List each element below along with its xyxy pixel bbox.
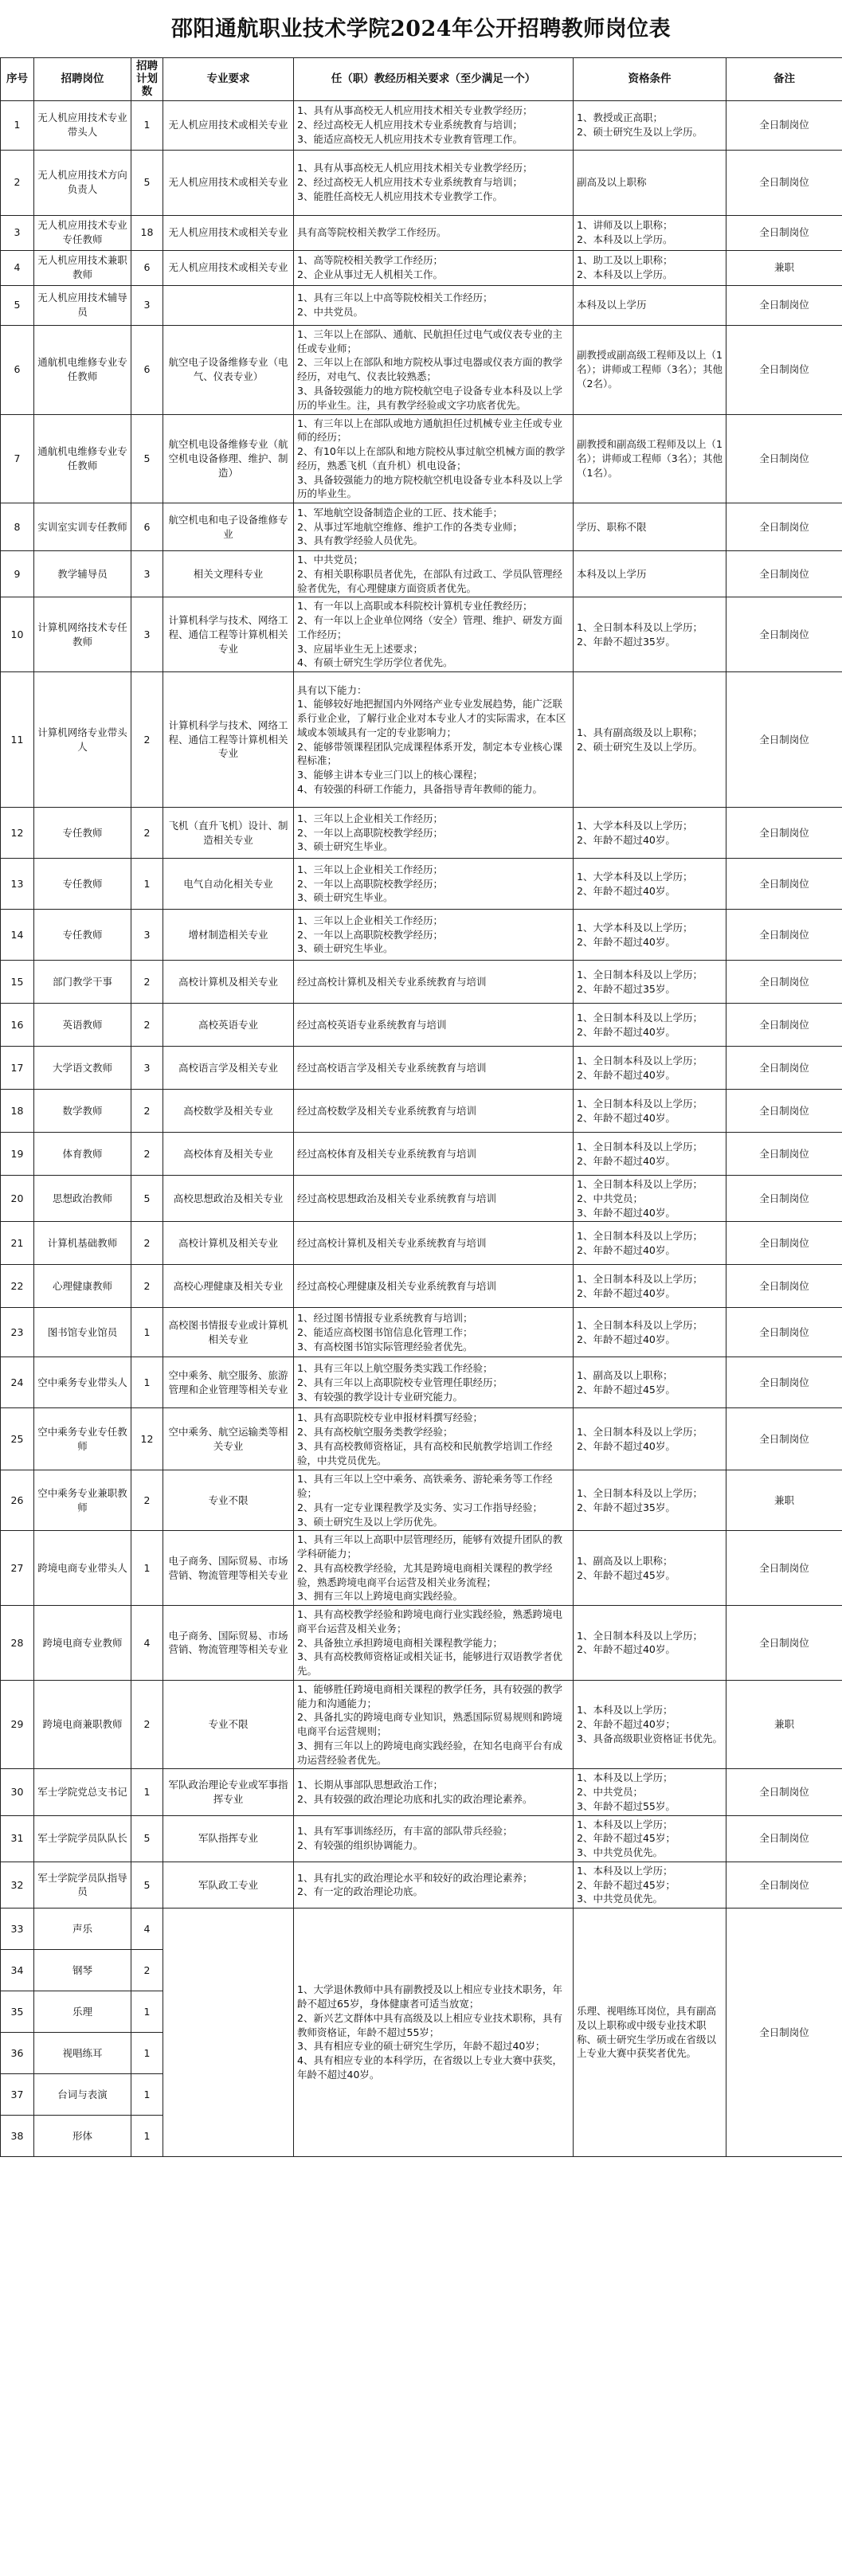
row-post: 计算机基础教师 [34,1222,131,1265]
row-post: 空中乘务专业兼职教师 [34,1470,131,1531]
row-count: 6 [131,325,163,414]
row-experience: 经过高校计算机及相关专业系统教育与培训 [294,961,574,1004]
music-group-note: 全日制岗位 [726,1909,842,2157]
row-major [163,285,294,325]
table-row [1,100,842,150]
row-experience: 1、军地航空设备制造企业的工匠、技术能手； 2、从事过军地航空维修、维护工作的各类专业师； 3、具有教学经验人员优先。 [294,503,574,551]
row-experience: 1、具有三年以上航空服务类实践工作经验； 2、具有三年以上高职院校专业管理任职经历； 3、有较强的教学设计专业研究能力。 [294,1357,574,1408]
row-post: 通航机电维修专业专任教师 [34,414,131,503]
row-qualification: 1、全日制本科及以上学历； 2、年龄不超过40岁。 [574,1308,726,1357]
row-no: 6 [1,325,34,414]
row-experience: 经过高校思想政治及相关专业系统教育与培训 [294,1176,574,1222]
row-no: 35 [1,1991,34,2033]
header-count: 招聘计划数 [131,58,163,101]
row-post: 声乐 [34,1909,131,1950]
row-count: 1 [131,2074,163,2116]
row-experience: 1、三年以上企业相关工作经历； 2、一年以上高职院校教学经历； 3、硕士研究生毕业。 [294,808,574,859]
row-post: 数学教师 [34,1090,131,1133]
row-major: 高校图书情报专业或计算机相关专业 [163,1308,294,1357]
row-post: 思想政治教师 [34,1176,131,1222]
row-major: 空中乘务、航空服务、旅游管理和企业管理等相关专业 [163,1357,294,1408]
row-post: 军士学院学员队队长 [34,1815,131,1862]
row-no: 18 [1,1090,34,1133]
row-no: 15 [1,961,34,1004]
row-no: 12 [1,808,34,859]
row-experience: 1、三年以上企业相关工作经历； 2、一年以上高职院校教学经历； 3、硕士研究生毕业。 [294,859,574,910]
header-post: 招聘岗位 [34,58,131,101]
row-post: 无人机应用技术专业带头人 [34,100,131,150]
row-no: 17 [1,1047,34,1090]
row-note: 全日制岗位 [726,100,842,150]
row-major: 无人机应用技术或相关专业 [163,250,294,285]
table-row [1,1133,842,1176]
row-no: 19 [1,1133,34,1176]
row-count: 3 [131,551,163,597]
row-count: 3 [131,597,163,672]
row-no: 27 [1,1531,34,1606]
row-note: 全日制岗位 [726,1090,842,1133]
row-major: 航空机电和电子设备维修专业 [163,503,294,551]
row-note: 全日制岗位 [726,1308,842,1357]
row-note: 全日制岗位 [726,215,842,250]
row-major: 军队政工专业 [163,1862,294,1908]
table-row [1,503,842,551]
row-major: 高校体育及相关专业 [163,1133,294,1176]
table-row [1,1606,842,1681]
row-count: 2 [131,1950,163,1991]
row-qualification: 1、全日制本科及以上学历； 2、年龄不超过40岁。 [574,1133,726,1176]
row-count: 2 [131,1090,163,1133]
row-no: 13 [1,859,34,910]
row-count: 6 [131,250,163,285]
row-major: 高校计算机及相关专业 [163,961,294,1004]
row-note: 全日制岗位 [726,1047,842,1090]
row-post: 钢琴 [34,1950,131,1991]
row-note: 全日制岗位 [726,1004,842,1047]
row-major: 军队政治理论专业或军事指挥专业 [163,1769,294,1815]
table-row [1,961,842,1004]
row-note: 全日制岗位 [726,597,842,672]
row-post: 无人机应用技术专业专任教师 [34,215,131,250]
row-post: 计算机网络专业带头人 [34,672,131,808]
row-note: 兼职 [726,250,842,285]
row-qualification: 1、全日制本科及以上学历； 2、年龄不超过40岁。 [574,1047,726,1090]
row-no: 16 [1,1004,34,1047]
row-count: 1 [131,100,163,150]
row-major: 空中乘务、航空运输类等相关专业 [163,1408,294,1470]
row-no: 26 [1,1470,34,1531]
row-post: 跨境电商专业带头人 [34,1531,131,1606]
row-experience: 经过高校英语专业系统教育与培训 [294,1004,574,1047]
row-experience: 1、三年以上在部队、通航、民航担任过电气或仪表专业的主任或专业师； 2、三年以上在部队和地方院校从事过电器或仪表方面的教学经历，对电气、仪表比较熟悉； 3、具备较强能力的地方院校航空电子设备专业本科及以上学历的毕业生。注，具有教学经验或文字功底者优先。 [294,325,574,414]
row-post: 空中乘务专业专任教师 [34,1408,131,1470]
row-qualification: 本科及以上学历 [574,285,726,325]
row-major: 电气自动化相关专业 [163,859,294,910]
row-note: 全日制岗位 [726,1176,842,1222]
table-row [1,672,842,808]
row-no: 38 [1,2116,34,2157]
row-count: 1 [131,1357,163,1408]
row-major: 无人机应用技术或相关专业 [163,215,294,250]
row-no: 36 [1,2033,34,2074]
table-row [1,1265,842,1308]
table-row [1,1004,842,1047]
row-qualification: 1、大学本科及以上学历； 2、年龄不超过40岁。 [574,859,726,910]
row-qualification: 1、本科及以上学历； 2、年龄不超过45岁； 3、中共党员优先。 [574,1862,726,1908]
row-no: 29 [1,1680,34,1769]
table-row [1,808,842,859]
row-count: 12 [131,1408,163,1470]
row-count: 2 [131,1680,163,1769]
row-major: 军队指挥专业 [163,1815,294,1862]
row-count: 5 [131,1862,163,1908]
row-post: 无人机应用技术方向负责人 [34,150,131,215]
row-major: 电子商务、国际贸易、市场营销、物流管理等相关专业 [163,1606,294,1681]
header-major: 专业要求 [163,58,294,101]
row-note: 全日制岗位 [726,1531,842,1606]
row-count: 2 [131,1265,163,1308]
row-count: 2 [131,672,163,808]
row-count: 2 [131,1222,163,1265]
row-post: 军士学院党总支书记 [34,1769,131,1815]
table-header-row [1,58,842,101]
row-qualification: 1、本科及以上学历； 2、年龄不超过45岁； 3、中共党员优先。 [574,1815,726,1862]
row-count: 1 [131,2116,163,2157]
row-note: 全日制岗位 [726,1357,842,1408]
row-qualification: 1、全日制本科及以上学历； 2、年龄不超过40岁。 [574,1004,726,1047]
row-post: 教学辅导员 [34,551,131,597]
table-row [1,859,842,910]
row-count: 1 [131,2033,163,2074]
row-note: 全日制岗位 [726,1606,842,1681]
row-note: 全日制岗位 [726,503,842,551]
row-count: 2 [131,1004,163,1047]
row-major: 飞机（直升飞机）设计、制造相关专业 [163,808,294,859]
row-experience: 1、长期从事部队思想政治工作； 2、具有较强的政治理论功底和扎实的政治理论素养。 [294,1769,574,1815]
row-experience: 经过高校计算机及相关专业系统教育与培训 [294,1222,574,1265]
row-count: 2 [131,1133,163,1176]
row-qualification: 副教授和副高级工程师及以上（1名）；讲师或工程师（3名）；其他（1名）。 [574,414,726,503]
table-row [1,1531,842,1606]
row-qualification: 1、副高及以上职称； 2、年龄不超过45岁。 [574,1531,726,1606]
row-experience: 经过高校数学及相关专业系统教育与培训 [294,1090,574,1133]
row-count: 1 [131,1991,163,2033]
row-experience: 具有以下能力： 1、能够较好地把握国内外网络产业专业发展趋势，能广泛联系行业企业，了解行业企业对本专业人才的实际需求，在本区域或本领域具有一定的专业影响力； 2、能够带领课程团队完成课程体系开发，制定本专业核心课程标准； 3、能够主讲本专业三门以上的核心课程； 4、有较强的科研工作能力，具备指导青年教师的能力。 [294,672,574,808]
row-note: 全日制岗位 [726,808,842,859]
row-count: 1 [131,1308,163,1357]
row-experience: 1、有一年以上高职或本科院校计算机专业任教经历； 2、有一年以上企业单位网络（安全）管理、维护、研发方面工作经历； 3、应届毕业生无上述要求； 4、有硕士研究生学历学位者优先。 [294,597,574,672]
row-no: 2 [1,150,34,215]
row-count: 3 [131,910,163,961]
row-experience: 1、具有从事高校无人机应用技术相关专业教学经历； 2、经过高校无人机应用技术专业系统教育与培训； 3、能适应高校无人机应用技术专业教育管理工作。 [294,100,574,150]
row-qualification: 1、具有副高级及以上职称； 2、硕士研究生及以上学历。 [574,672,726,808]
row-post: 专任教师 [34,910,131,961]
row-experience: 1、具有军事训练经历，有丰富的部队带兵经验； 2、有较强的组织协调能力。 [294,1815,574,1862]
row-qualification: 1、全日制本科及以上学历； 2、年龄不超过40岁。 [574,1090,726,1133]
row-no: 7 [1,414,34,503]
row-count: 18 [131,215,163,250]
row-note: 兼职 [726,1680,842,1769]
row-note: 全日制岗位 [726,910,842,961]
row-no: 31 [1,1815,34,1862]
row-note: 全日制岗位 [726,285,842,325]
table-row [1,597,842,672]
row-post: 部门教学干事 [34,961,131,1004]
row-post: 专任教师 [34,808,131,859]
document-title: 邵阳通航职业技术学院2024年公开招聘教师岗位表 [170,17,672,41]
music-group-qualification: 乐理、视唱练耳岗位，具有副高及以上职称或中级专业技术职称、硕士研究生学历或在省级以上专业大赛中获奖者优先。 [574,1909,726,2157]
row-qualification: 1、讲师及以上职称； 2、本科及以上学历。 [574,215,726,250]
row-experience: 经过高校语言学及相关专业系统教育与培训 [294,1047,574,1090]
row-note: 全日制岗位 [726,325,842,414]
job-posts-table [0,57,842,2157]
row-experience: 1、具有三年以上空中乘务、高铁乘务、游轮乘务等工作经验； 2、具有一定专业课程教学及实务、实习工作指导经验； 3、硕士研究生及以上学历优先。 [294,1470,574,1531]
row-note: 全日制岗位 [726,1133,842,1176]
row-count: 5 [131,1176,163,1222]
row-qualification: 1、全日制本科及以上学历； 2、年龄不超过40岁。 [574,1265,726,1308]
row-major: 航空机电设备维修专业（航空机电设备修理、维护、制造） [163,414,294,503]
row-major: 高校思想政治及相关专业 [163,1176,294,1222]
row-no: 8 [1,503,34,551]
row-note: 全日制岗位 [726,859,842,910]
row-no: 5 [1,285,34,325]
row-no: 4 [1,250,34,285]
row-qualification: 1、全日制本科及以上学历； 2、年龄不超过40岁。 [574,1408,726,1470]
row-note: 全日制岗位 [726,1265,842,1308]
row-qualification: 1、全日制本科及以上学历； 2、年龄不超过35岁。 [574,1470,726,1531]
row-post: 实训室实训专任教师 [34,503,131,551]
row-major: 专业不限 [163,1680,294,1769]
row-qualification: 本科及以上学历 [574,551,726,597]
table-row [1,414,842,503]
row-no: 28 [1,1606,34,1681]
row-note: 全日制岗位 [726,1408,842,1470]
row-experience: 具有高等院校相关教学工作经历。 [294,215,574,250]
row-count: 6 [131,503,163,551]
row-count: 3 [131,285,163,325]
row-no: 30 [1,1769,34,1815]
row-no: 21 [1,1222,34,1265]
header-note: 备注 [726,58,842,101]
row-count: 3 [131,1047,163,1090]
row-count: 1 [131,1769,163,1815]
header-qualification: 资格条件 [574,58,726,101]
row-no: 10 [1,597,34,672]
header-experience: 任（职）教经历相关要求（至少满足一个） [294,58,574,101]
row-note: 全日制岗位 [726,150,842,215]
row-qualification: 1、本科及以上学历； 2、中共党员； 3、年龄不超过55岁。 [574,1769,726,1815]
row-post: 体育教师 [34,1133,131,1176]
row-no: 37 [1,2074,34,2116]
row-post: 跨境电商专业教师 [34,1606,131,1681]
row-post: 心理健康教师 [34,1265,131,1308]
row-major: 无人机应用技术或相关专业 [163,100,294,150]
row-post: 跨境电商兼职教师 [34,1680,131,1769]
row-no: 32 [1,1862,34,1908]
table-row [1,150,842,215]
row-qualification: 1、全日制本科及以上学历； 2、中共党员； 3、年龄不超过40岁。 [574,1176,726,1222]
table-row [1,1308,842,1357]
row-experience: 1、具有高校教学经验和跨境电商行业实践经验，熟悉跨境电商平台运营及相关业务； 2、具备独立承担跨境电商相关课程教学能力； 3、具有高校教师资格证或相关证书，能够进行双语教学者优先。 [294,1606,574,1681]
row-no: 33 [1,1909,34,1950]
row-experience: 1、具有扎实的政治理论水平和较好的政治理论素养； 2、有一定的政治理论功底。 [294,1862,574,1908]
row-count: 2 [131,1470,163,1531]
row-count: 1 [131,1531,163,1606]
row-count: 1 [131,859,163,910]
row-experience: 1、具有从事高校无人机应用技术相关专业教学经历； 2、经过高校无人机应用技术专业系统教育与培训； 3、能胜任高校无人机应用技术专业教学工作。 [294,150,574,215]
row-qualification: 1、助工及以上职称； 2、本科及以上学历。 [574,250,726,285]
row-experience: 1、高等院校相关教学工作经历； 2、企业从事过无人机相关工作。 [294,250,574,285]
music-group-experience: 1、大学退休教师中具有副教授及以上相应专业技术职务，年龄不超过65岁，身体健康者可适当放宽； 2、新兴艺文群体中具有高级及以上相应专业技术职称，具有教师资格证，年龄不超过55岁； 3、具有相应专业的硕士研究生学历，年龄不超过40岁； 4、具有相应专业的本科学历，在省级以上专业大赛中获奖，年龄不超过40岁。 [294,1909,574,2157]
row-qualification: 副教授或副高级工程师及以上（1名）；讲师或工程师（3名）；其他（2名）。 [574,325,726,414]
row-experience: 1、具有高职院校专业申报材料撰写经验； 2、具有高校航空服务类教学经验； 3、具有高校教师资格证，具有高校和民航教学培训工作经验，中共党员优先。 [294,1408,574,1470]
row-qualification: 1、教授或正高职； 2、硕士研究生及以上学历。 [574,100,726,150]
table-row [1,1680,842,1769]
row-no: 22 [1,1265,34,1308]
row-experience: 1、能够胜任跨境电商相关课程的教学任务，具有较强的教学能力和沟通能力； 2、具备扎实的跨境电商专业知识，熟悉国际贸易规则和跨境电商平台运营规则； 3、拥有三年以上的跨境电商实践经验，在知名电商平台有成功运营经验者优先。 [294,1680,574,1769]
row-note: 全日制岗位 [726,1222,842,1265]
row-qualification: 学历、职称不限 [574,503,726,551]
row-post: 大学语文教师 [34,1047,131,1090]
row-no: 3 [1,215,34,250]
row-count: 2 [131,961,163,1004]
table-row [1,1815,842,1862]
row-note: 全日制岗位 [726,1769,842,1815]
row-post: 英语教师 [34,1004,131,1047]
table-row [1,551,842,597]
row-note: 全日制岗位 [726,1862,842,1908]
row-major: 无人机应用技术或相关专业 [163,150,294,215]
table-row [1,1408,842,1470]
table-row [1,1222,842,1265]
music-group-major [163,1909,294,2157]
row-experience: 1、中共党员； 2、有相关职称职员者优先，在部队有过政工、学员队管理经验者优先，有心理健康方面资质者优先。 [294,551,574,597]
row-major: 高校数学及相关专业 [163,1090,294,1133]
row-experience: 1、具有三年以上高职中层管理经历，能够有效提升团队的教学科研能力； 2、具有高校教学经验，尤其是跨境电商相关课程的教学经验，熟悉跨境电商平台运营及相关业务流程； 3、拥有三年以上跨境电商实践经验。 [294,1531,574,1606]
row-no: 20 [1,1176,34,1222]
table-row [1,1357,842,1408]
row-count: 5 [131,1815,163,1862]
row-major: 高校计算机及相关专业 [163,1222,294,1265]
row-major: 相关文理科专业 [163,551,294,597]
row-post: 计算机网络技术专任教师 [34,597,131,672]
row-no: 23 [1,1308,34,1357]
row-qualification: 1、大学本科及以上学历； 2、年龄不超过40岁。 [574,910,726,961]
row-post: 无人机应用技术兼职教师 [34,250,131,285]
header-no: 序号 [1,58,34,101]
row-major: 专业不限 [163,1470,294,1531]
row-qualification: 1、全日制本科及以上学历； 2、年龄不超过40岁。 [574,1606,726,1681]
row-experience: 1、经过图书情报专业系统教育与培训； 2、能适应高校图书馆信息化管理工作； 3、有高校图书馆实际管理经验者优先。 [294,1308,574,1357]
row-no: 9 [1,551,34,597]
row-major: 高校英语专业 [163,1004,294,1047]
row-no: 34 [1,1950,34,1991]
row-major: 高校语言学及相关专业 [163,1047,294,1090]
row-no: 14 [1,910,34,961]
table-row [1,1909,842,1950]
row-no: 24 [1,1357,34,1408]
table-row [1,215,842,250]
row-post: 台词与表演 [34,2074,131,2116]
row-no: 25 [1,1408,34,1470]
table-row [1,1862,842,1908]
row-post: 专任教师 [34,859,131,910]
row-major: 计算机科学与技术、网络工程、通信工程等计算机相关专业 [163,672,294,808]
row-major: 计算机科学与技术、网络工程、通信工程等计算机相关专业 [163,597,294,672]
row-count: 5 [131,150,163,215]
row-no: 1 [1,100,34,150]
table-row [1,250,842,285]
row-post: 通航机电维修专业专任教师 [34,325,131,414]
row-qualification: 1、本科及以上学历； 2、年龄不超过40岁； 3、具备高级职业资格证书优先。 [574,1680,726,1769]
row-qualification: 1、副高及以上职称； 2、年龄不超过45岁。 [574,1357,726,1408]
row-experience: 1、有三年以上在部队或地方通航担任过机械专业主任或专业师的经历； 2、有10年以上在部队和地方院校从事过航空机械方面的教学经历，熟悉飞机（直升机）机电设备； 3、具备较强能力的地方院校航空机电设备专业本科及以上学历的毕业生。 [294,414,574,503]
row-post: 形体 [34,2116,131,2157]
row-count: 5 [131,414,163,503]
row-qualification: 副高及以上职称 [574,150,726,215]
row-post: 图书馆专业馆员 [34,1308,131,1357]
row-note: 全日制岗位 [726,1815,842,1862]
row-post: 视唱练耳 [34,2033,131,2074]
row-experience: 1、三年以上企业相关工作经历； 2、一年以上高职院校教学经历； 3、硕士研究生毕业。 [294,910,574,961]
table-row [1,1090,842,1133]
row-major: 增材制造相关专业 [163,910,294,961]
row-major: 电子商务、国际贸易、市场营销、物流管理等相关专业 [163,1531,294,1606]
table-row [1,285,842,325]
row-note: 全日制岗位 [726,551,842,597]
table-row [1,1470,842,1531]
table-row [1,1769,842,1815]
row-note: 全日制岗位 [726,961,842,1004]
row-qualification: 1、全日制本科及以上学历； 2、年龄不超过35岁。 [574,597,726,672]
row-qualification: 1、大学本科及以上学历； 2、年龄不超过40岁。 [574,808,726,859]
row-qualification: 1、全日制本科及以上学历； 2、年龄不超过40岁。 [574,1222,726,1265]
row-post: 军士学院学员队指导员 [34,1862,131,1908]
row-count: 4 [131,1909,163,1950]
table-row [1,910,842,961]
row-note: 全日制岗位 [726,672,842,808]
row-post: 乐理 [34,1991,131,2033]
row-major: 航空电子设备维修专业（电气、仪表专业） [163,325,294,414]
row-experience: 经过高校体育及相关专业系统教育与培训 [294,1133,574,1176]
row-qualification: 1、全日制本科及以上学历； 2、年龄不超过35岁。 [574,961,726,1004]
table-row [1,1047,842,1090]
table-body [1,100,842,2157]
table-row [1,325,842,414]
row-count: 4 [131,1606,163,1681]
row-count: 2 [131,808,163,859]
row-experience: 经过高校心理健康及相关专业系统教育与培训 [294,1265,574,1308]
row-experience: 1、具有三年以上中高等院校相关工作经历； 2、中共党员。 [294,285,574,325]
row-major: 高校心理健康及相关专业 [163,1265,294,1308]
row-note: 全日制岗位 [726,414,842,503]
row-no: 11 [1,672,34,808]
row-post: 空中乘务专业带头人 [34,1357,131,1408]
table-row [1,1176,842,1222]
row-note: 兼职 [726,1470,842,1531]
row-post: 无人机应用技术辅导员 [34,285,131,325]
